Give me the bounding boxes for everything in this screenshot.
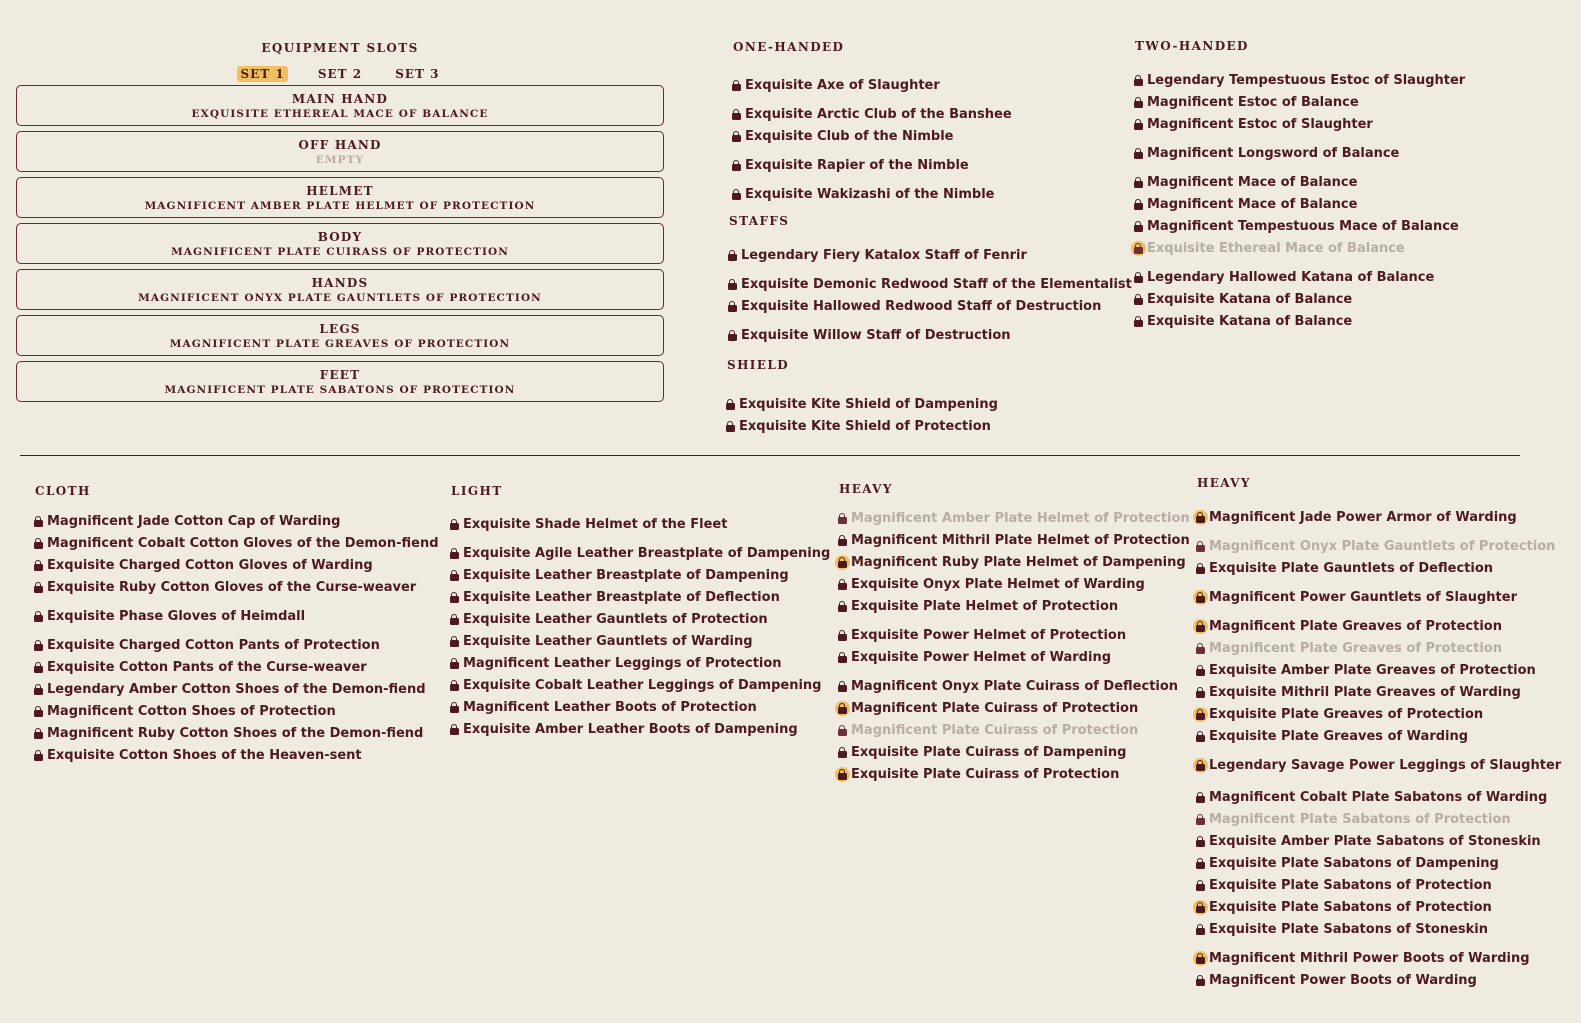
inventory-item[interactable] [836, 555, 1186, 571]
lock-icon [726, 299, 740, 315]
inventory-item[interactable] [836, 577, 1145, 593]
inventory-item[interactable] [1194, 973, 1477, 989]
item-name: Magnificent Ruby Cotton Shoes of the Demon-fiend [47, 726, 424, 741]
inventory-item[interactable] [32, 558, 373, 574]
item-name: Exquisite Amber Plate Sabatons of Stoneskin [1209, 834, 1541, 849]
lock-icon [836, 723, 850, 739]
lock-icon [448, 678, 462, 694]
inventory-item[interactable] [32, 660, 367, 676]
inventory-item[interactable] [726, 299, 1101, 315]
lock-icon [32, 536, 46, 552]
inventory-item[interactable] [730, 78, 940, 94]
item-name: Exquisite Plate Cuirass of Dampening [851, 745, 1127, 760]
inventory-item[interactable] [1194, 641, 1502, 657]
lock-icon [836, 701, 850, 717]
slot-label: HELMET [306, 184, 374, 198]
inventory-item[interactable] [1194, 707, 1483, 723]
inventory-item[interactable] [1132, 197, 1357, 213]
inventory-item[interactable] [724, 397, 998, 413]
inventory-item[interactable] [1194, 663, 1536, 679]
inventory-item[interactable] [724, 419, 991, 435]
slot-item: EXQUISITE ETHEREAL MACE OF BALANCE [191, 108, 489, 120]
item-name: Exquisite Shade Helmet of the Fleet [463, 517, 728, 532]
inventory-item[interactable] [1194, 510, 1517, 526]
lock-icon [1132, 146, 1146, 162]
inventory-item[interactable] [448, 678, 821, 694]
item-name: Magnificent Plate Greaves of Protection [1209, 619, 1502, 634]
lock-icon [1194, 758, 1208, 774]
inventory-item[interactable] [1194, 590, 1517, 606]
item-name: Magnificent Jade Cotton Cap of Warding [47, 514, 341, 529]
item-name: Exquisite Hallowed Redwood Staff of Destruction [741, 299, 1102, 314]
item-name: Exquisite Leather Breastplate of Deflection [463, 590, 780, 605]
inventory-item[interactable] [448, 612, 768, 628]
inventory-item[interactable] [1194, 922, 1488, 938]
equipment-slots-title: EQUIPMENT SLOTS [261, 41, 419, 55]
item-name: Magnificent Power Boots of Warding [1209, 973, 1477, 988]
lock-icon [836, 577, 850, 593]
inventory-item[interactable] [836, 745, 1126, 761]
inventory-item[interactable] [1194, 951, 1530, 967]
lock-icon [448, 546, 462, 562]
inventory-item[interactable] [1132, 314, 1352, 330]
item-name: Magnificent Plate Greaves of Protection [1209, 641, 1502, 656]
slot-feet[interactable] [16, 361, 664, 402]
lock-icon [1194, 663, 1208, 679]
lock-icon [32, 638, 46, 654]
lock-icon [1194, 973, 1208, 989]
item-name: Exquisite Plate Sabatons of Protection [1209, 900, 1492, 915]
lock-icon [730, 158, 744, 174]
lock-icon [448, 568, 462, 584]
set-tab-1[interactable]: SET 1 [237, 66, 287, 82]
inventory-item[interactable] [730, 187, 994, 203]
item-name: Legendary Savage Power Leggings of Slaughter [1209, 758, 1562, 773]
item-name: Legendary Amber Cotton Shoes of the Demon-fiend [47, 682, 426, 697]
item-name: Magnificent Leather Leggings of Protection [463, 656, 782, 671]
lock-icon [1132, 117, 1146, 133]
item-name: Exquisite Onyx Plate Helmet of Warding [851, 577, 1145, 592]
category-header-shield: SHIELD [727, 358, 790, 372]
lock-icon [32, 514, 46, 530]
lock-icon [836, 767, 850, 783]
slot-item: EMPTY [315, 154, 365, 166]
item-name: Magnificent Tempestuous Mace of Balance [1147, 219, 1459, 234]
inventory-item[interactable] [726, 277, 1132, 293]
inventory-item[interactable] [1194, 900, 1492, 916]
inventory-item[interactable] [726, 328, 1011, 344]
lock-icon [1194, 878, 1208, 894]
inventory-item[interactable] [32, 514, 340, 530]
inventory-item[interactable] [1194, 758, 1561, 774]
item-name: Exquisite Plate Gauntlets of Deflection [1209, 561, 1494, 576]
slot-helmet[interactable] [16, 177, 664, 218]
inventory-item[interactable] [32, 609, 305, 625]
lock-icon [1194, 812, 1208, 828]
item-name: Magnificent Onyx Plate Cuirass of Deflection [851, 679, 1179, 694]
inventory-item[interactable] [32, 536, 439, 552]
lock-icon [32, 558, 46, 574]
lock-icon [32, 609, 46, 625]
lock-icon [1132, 197, 1146, 213]
item-name: Magnificent Estoc of Slaughter [1147, 117, 1373, 132]
inventory-item[interactable] [836, 701, 1138, 717]
category-header-heavy: HEAVY [839, 482, 893, 496]
set-tab-2[interactable]: SET 2 [317, 67, 363, 81]
inventory-item[interactable] [448, 634, 753, 650]
lock-icon [448, 700, 462, 716]
item-name: Magnificent Plate Cuirass of Protection [851, 723, 1139, 738]
inventory-item[interactable] [448, 517, 727, 533]
lock-icon [448, 722, 462, 738]
lock-icon [1194, 729, 1208, 745]
item-name: Exquisite Charged Cotton Gloves of Warding [47, 558, 373, 573]
item-name: Exquisite Agile Leather Breastplate of Dampening [463, 546, 831, 561]
lock-icon [726, 277, 740, 293]
item-name: Exquisite Leather Gauntlets of Warding [463, 634, 753, 649]
inventory-item[interactable] [1132, 270, 1434, 286]
lock-icon [836, 599, 850, 615]
lock-icon [730, 129, 744, 145]
lock-icon [1194, 900, 1208, 916]
inventory-item[interactable] [1194, 812, 1511, 828]
lock-icon [1194, 619, 1208, 635]
slot-item: MAGNIFICENT PLATE CUIRASS OF PROTECTION [171, 246, 509, 258]
slot-main-hand[interactable] [16, 85, 664, 126]
lock-icon [32, 748, 46, 764]
lock-icon [1194, 510, 1208, 526]
inventory-item[interactable] [32, 704, 336, 720]
inventory-item[interactable] [836, 650, 1111, 666]
inventory-item[interactable] [448, 656, 782, 672]
item-name: Magnificent Plate Cuirass of Protection [851, 701, 1139, 716]
category-header-one-handed: ONE-HANDED [733, 40, 845, 54]
inventory-item[interactable] [1194, 685, 1521, 701]
lock-icon [1132, 219, 1146, 235]
inventory-item[interactable] [836, 723, 1138, 739]
lock-icon [726, 328, 740, 344]
item-name: Magnificent Cobalt Plate Sabatons of Warding [1209, 790, 1548, 805]
lock-icon [448, 634, 462, 650]
item-name: Exquisite Axe of Slaughter [745, 78, 940, 93]
item-name: Exquisite Leather Gauntlets of Protection [463, 612, 768, 627]
slot-label: LEGS [319, 322, 361, 336]
inventory-item[interactable] [1132, 292, 1352, 308]
category-header-cloth: CLOTH [35, 484, 91, 498]
slot-item: MAGNIFICENT PLATE SABATONS OF PROTECTION [164, 384, 516, 396]
slot-hands[interactable] [16, 269, 664, 310]
inventory-item[interactable] [1194, 878, 1492, 894]
set-tabs [16, 63, 664, 82]
category-header-two-handed: TWO-HANDED [1135, 39, 1249, 53]
item-name: Magnificent Longsword of Balance [1147, 146, 1400, 161]
inventory-item[interactable] [1132, 146, 1399, 162]
lock-icon [730, 78, 744, 94]
inventory-item[interactable] [730, 129, 954, 145]
lock-icon [726, 248, 740, 264]
lock-icon [1132, 292, 1146, 308]
lock-icon [1132, 270, 1146, 286]
slot-label: HANDS [311, 276, 369, 290]
lock-icon [32, 580, 46, 596]
item-name: Legendary Fiery Katalox Staff of Fenrir [741, 248, 1027, 263]
inventory-item[interactable] [836, 533, 1190, 549]
item-name: Exquisite Cobalt Leather Leggings of Dampening [463, 678, 822, 693]
item-name: Magnificent Ruby Plate Helmet of Dampening [851, 555, 1186, 570]
item-name: Exquisite Wakizashi of the Nimble [745, 187, 995, 202]
lock-icon [1194, 922, 1208, 938]
lock-icon [32, 704, 46, 720]
item-name: Exquisite Ethereal Mace of Balance [1147, 241, 1405, 256]
item-name: Exquisite Club of the Nimble [745, 129, 954, 144]
item-name: Exquisite Kite Shield of Dampening [739, 397, 998, 412]
item-name: Exquisite Arctic Club of the Banshee [745, 107, 1012, 122]
item-name: Legendary Tempestuous Estoc of Slaughter [1147, 73, 1466, 88]
item-name: Exquisite Plate Greaves of Protection [1209, 707, 1484, 722]
lock-icon [1132, 95, 1146, 111]
item-name: Exquisite Phase Gloves of Heimdall [47, 609, 306, 624]
slot-label: FEET [319, 368, 361, 382]
inventory-item[interactable] [448, 722, 798, 738]
inventory-item[interactable] [32, 580, 416, 596]
slot-legs[interactable] [16, 315, 664, 356]
item-name: Exquisite Power Helmet of Protection [851, 628, 1127, 643]
inventory-item[interactable] [1132, 73, 1465, 89]
inventory-item[interactable] [1132, 95, 1359, 111]
lock-icon [1194, 685, 1208, 701]
slot-off-hand[interactable] [16, 131, 664, 172]
lock-icon [32, 682, 46, 698]
lock-icon [1194, 561, 1208, 577]
item-name: Magnificent Leather Boots of Protection [463, 700, 757, 715]
item-name: Exquisite Plate Sabatons of Protection [1209, 878, 1492, 893]
item-name: Exquisite Katana of Balance [1147, 314, 1353, 329]
item-name: Magnificent Mithril Plate Helmet of Protection [851, 533, 1190, 548]
lock-icon [724, 419, 738, 435]
lock-icon [730, 187, 744, 203]
lock-icon [836, 555, 850, 571]
category-header-light: LIGHT [451, 484, 503, 498]
inventory-item[interactable] [1194, 539, 1555, 555]
item-name: Exquisite Leather Breastplate of Dampening [463, 568, 789, 583]
item-name: Exquisite Demonic Redwood Staff of the Elementalist [741, 277, 1132, 292]
slot-item: MAGNIFICENT PLATE GREAVES OF PROTECTION [169, 338, 511, 350]
lock-icon [1194, 834, 1208, 850]
lock-icon [836, 679, 850, 695]
item-name: Magnificent Onyx Plate Gauntlets of Protection [1209, 539, 1556, 554]
inventory-item[interactable] [448, 700, 757, 716]
inventory-item[interactable] [1132, 219, 1459, 235]
inventory-item[interactable] [836, 679, 1178, 695]
inventory-item[interactable] [1194, 619, 1502, 635]
lock-icon [1194, 951, 1208, 967]
inventory-item[interactable] [32, 726, 423, 742]
slot-body[interactable] [16, 223, 664, 264]
inventory-item[interactable] [836, 599, 1118, 615]
lock-icon [1194, 539, 1208, 555]
item-name: Exquisite Mithril Plate Greaves of Warding [1209, 685, 1521, 700]
lock-icon [1132, 73, 1146, 89]
lock-icon [1194, 856, 1208, 872]
slot-label: MAIN HAND [291, 92, 389, 106]
item-name: Exquisite Cotton Shoes of the Heaven-sent [47, 748, 362, 763]
item-name: Exquisite Ruby Cotton Gloves of the Curse-weaver [47, 580, 417, 595]
inventory-item[interactable] [1194, 856, 1499, 872]
category-header-staffs: STAFFS [729, 214, 790, 228]
item-name: Exquisite Rapier of the Nimble [745, 158, 969, 173]
lock-icon [448, 590, 462, 606]
slot-label: OFF HAND [298, 138, 382, 152]
lock-icon [836, 628, 850, 644]
lock-icon [1194, 641, 1208, 657]
item-name: Magnificent Cobalt Cotton Gloves of the Demon-fiend [47, 536, 439, 551]
item-name: Exquisite Plate Sabatons of Stoneskin [1209, 922, 1489, 937]
slot-label: BODY [317, 230, 363, 244]
inventory-item[interactable] [836, 628, 1126, 644]
item-name: Exquisite Cotton Pants of the Curse-weaver [47, 660, 367, 675]
item-name: Legendary Hallowed Katana of Balance [1147, 270, 1435, 285]
item-name: Exquisite Power Helmet of Warding [851, 650, 1112, 665]
inventory-item[interactable] [730, 158, 969, 174]
item-name: Magnificent Mace of Balance [1147, 197, 1358, 212]
lock-icon [1194, 790, 1208, 806]
lock-icon [448, 612, 462, 628]
inventory-item[interactable] [448, 590, 780, 606]
lock-icon [1194, 590, 1208, 606]
lock-icon [836, 650, 850, 666]
lock-icon [1132, 314, 1146, 330]
lock-icon [1132, 175, 1146, 191]
lock-icon [448, 517, 462, 533]
slot-item: MAGNIFICENT ONYX PLATE GAUNTLETS OF PROTECTION [138, 292, 542, 304]
inventory-item[interactable] [1132, 241, 1405, 257]
lock-icon [730, 107, 744, 123]
lock-icon [1194, 707, 1208, 723]
inventory-item[interactable] [726, 248, 1027, 264]
lock-icon [724, 397, 738, 413]
item-name: Exquisite Plate Cuirass of Protection [851, 767, 1120, 782]
item-name: Exquisite Kite Shield of Protection [739, 419, 991, 434]
item-name: Exquisite Plate Greaves of Warding [1209, 729, 1469, 744]
category-header-heavy: HEAVY [1197, 476, 1251, 490]
lock-icon [836, 533, 850, 549]
item-name: Exquisite Plate Helmet of Protection [851, 599, 1119, 614]
item-name: Magnificent Power Gauntlets of Slaughter [1209, 590, 1517, 605]
lock-icon [32, 660, 46, 676]
inventory-item[interactable] [1132, 117, 1373, 133]
item-name: Exquisite Plate Sabatons of Dampening [1209, 856, 1499, 871]
inventory-item[interactable] [32, 638, 380, 654]
item-name: Exquisite Katana of Balance [1147, 292, 1353, 307]
item-name: Exquisite Amber Leather Boots of Dampening [463, 722, 798, 737]
item-name: Magnificent Jade Power Armor of Warding [1209, 510, 1517, 525]
inventory-item[interactable] [1194, 790, 1547, 806]
item-name: Exquisite Amber Plate Greaves of Protection [1209, 663, 1536, 678]
slot-item: MAGNIFICENT AMBER PLATE HELMET OF PROTECTION [144, 200, 536, 212]
inventory-item[interactable] [32, 748, 362, 764]
set-tab-3[interactable]: SET 3 [395, 67, 440, 81]
item-name: Magnificent Mithril Power Boots of Warding [1209, 951, 1530, 966]
inventory-item[interactable] [1132, 175, 1357, 191]
lock-icon [836, 511, 850, 527]
inventory-item[interactable] [1194, 834, 1541, 850]
lock-icon [1132, 241, 1146, 257]
inventory-item[interactable] [448, 546, 830, 562]
lock-icon [448, 656, 462, 672]
inventory-item[interactable] [32, 682, 426, 698]
lock-icon [32, 726, 46, 742]
item-name: Magnificent Amber Plate Helmet of Protection [851, 511, 1190, 526]
inventory-item[interactable] [1194, 561, 1493, 577]
item-name: Magnificent Estoc of Balance [1147, 95, 1359, 110]
inventory-item[interactable] [1194, 729, 1468, 745]
inventory-item[interactable] [448, 568, 789, 584]
item-name: Exquisite Charged Cotton Pants of Protection [47, 638, 380, 653]
item-name: Exquisite Willow Staff of Destruction [741, 328, 1011, 343]
item-name: Magnificent Plate Sabatons of Protection [1209, 812, 1511, 827]
item-name: Magnificent Mace of Balance [1147, 175, 1358, 190]
inventory-item[interactable] [836, 767, 1119, 783]
inventory-item[interactable] [730, 107, 1012, 123]
lock-icon [836, 745, 850, 761]
inventory-item[interactable] [836, 511, 1190, 527]
item-name: Magnificent Cotton Shoes of Protection [47, 704, 336, 719]
section-divider [20, 455, 1520, 456]
